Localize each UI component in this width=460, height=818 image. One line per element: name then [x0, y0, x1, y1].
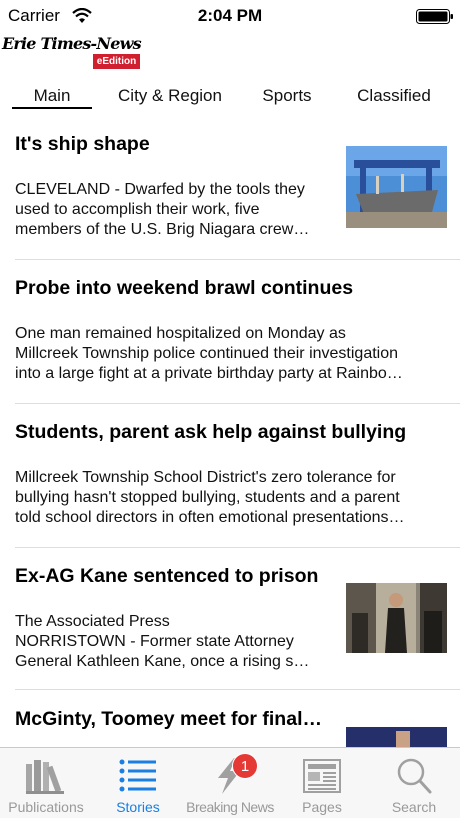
story-divider: [15, 259, 460, 260]
story-headline[interactable]: McGinty, Toomey meet for final…: [15, 708, 322, 730]
notification-badge: 1: [232, 753, 258, 779]
bottom-tab-bar: [0, 747, 460, 818]
story-summary-line: Millcreek Township police continued their investigation: [15, 345, 399, 362]
story-headline[interactable]: Ex-AG Kane sentenced to prison: [15, 565, 319, 587]
tab-bar-breaking-news[interactable]: [184, 748, 276, 818]
section-tabs: [0, 80, 460, 114]
story-summary: [15, 468, 445, 528]
tab-bar-label: Stories: [116, 799, 160, 815]
tab-bar-search[interactable]: [368, 748, 460, 818]
story-summary-line: into a large fight at a private birthday party at Rainbo…: [15, 365, 403, 382]
story-summary-line: CLEVELAND - Dwarfed by the tools they: [15, 181, 305, 198]
story-summary-line: The Associated Press: [15, 613, 170, 630]
status-time: 2:04 PM: [197, 6, 263, 25]
battery-icon: [416, 9, 454, 24]
tab-bar-label: Search: [391, 799, 437, 815]
story-summary-line: bullying hasn't stopped bullying, students and a parent: [15, 489, 400, 506]
tab-bar-publications[interactable]: [0, 748, 92, 818]
carrier-label: Carrier: [8, 6, 60, 25]
story-summary: [15, 324, 445, 384]
story-item[interactable]: [0, 421, 460, 548]
list-icon: [116, 756, 160, 796]
story-thumbnail-ship[interactable]: [346, 146, 447, 228]
tab-bar-pages[interactable]: [276, 748, 368, 818]
active-tab-indicator: [12, 107, 92, 109]
story-item[interactable]: [0, 133, 460, 260]
tab-bar-label: Breaking News: [186, 799, 274, 815]
tab-bar-label: Pages: [302, 799, 342, 815]
story-headline[interactable]: It's ship shape: [15, 133, 150, 155]
edition-badge: eEdition: [93, 54, 140, 69]
story-divider: [15, 403, 460, 404]
story-summary-line: members of the U.S. Brig Niagara crew…: [15, 221, 310, 238]
tab-city-region[interactable]: City & Region: [118, 86, 222, 105]
tab-bar-label: Publications: [8, 799, 84, 815]
story-thumbnail-courthouse[interactable]: [346, 583, 447, 653]
tab-bar-stories[interactable]: [92, 748, 184, 818]
story-headline[interactable]: Students, parent ask help against bullying: [15, 421, 407, 443]
story-summary-line: NORRISTOWN - Former state Attorney: [15, 633, 294, 650]
story-item[interactable]: [0, 708, 460, 747]
status-bar: [0, 0, 460, 32]
tab-main[interactable]: Main: [33, 86, 71, 105]
story-headline[interactable]: Probe into weekend brawl continues: [15, 277, 354, 299]
story-summary-line: told school directors in often emotional presentations…: [15, 509, 405, 526]
newspaper-icon: [300, 756, 344, 796]
tab-sports[interactable]: Sports: [262, 86, 312, 105]
masthead-title: Erie Times-News: [2, 34, 141, 53]
story-summary-line: used to accomplish their work, five: [15, 201, 260, 218]
story-summary-line: Millcreek Township School District's zero tolerance for: [15, 469, 396, 486]
search-icon: [392, 756, 436, 796]
story-item[interactable]: [0, 277, 460, 404]
story-divider: [15, 689, 460, 690]
story-summary-line: One man remained hospitalized on Monday as: [15, 325, 346, 342]
story-summary: [15, 612, 340, 672]
story-summary-line: General Kathleen Kane, once a rising s…: [15, 653, 310, 670]
story-thumbnail[interactable]: [346, 727, 447, 747]
masthead-logo: [0, 32, 150, 72]
story-summary: [15, 180, 340, 240]
books-icon: [24, 756, 68, 796]
story-divider: [15, 547, 460, 548]
story-item[interactable]: [0, 565, 460, 692]
tab-classified[interactable]: Classified: [357, 86, 431, 105]
